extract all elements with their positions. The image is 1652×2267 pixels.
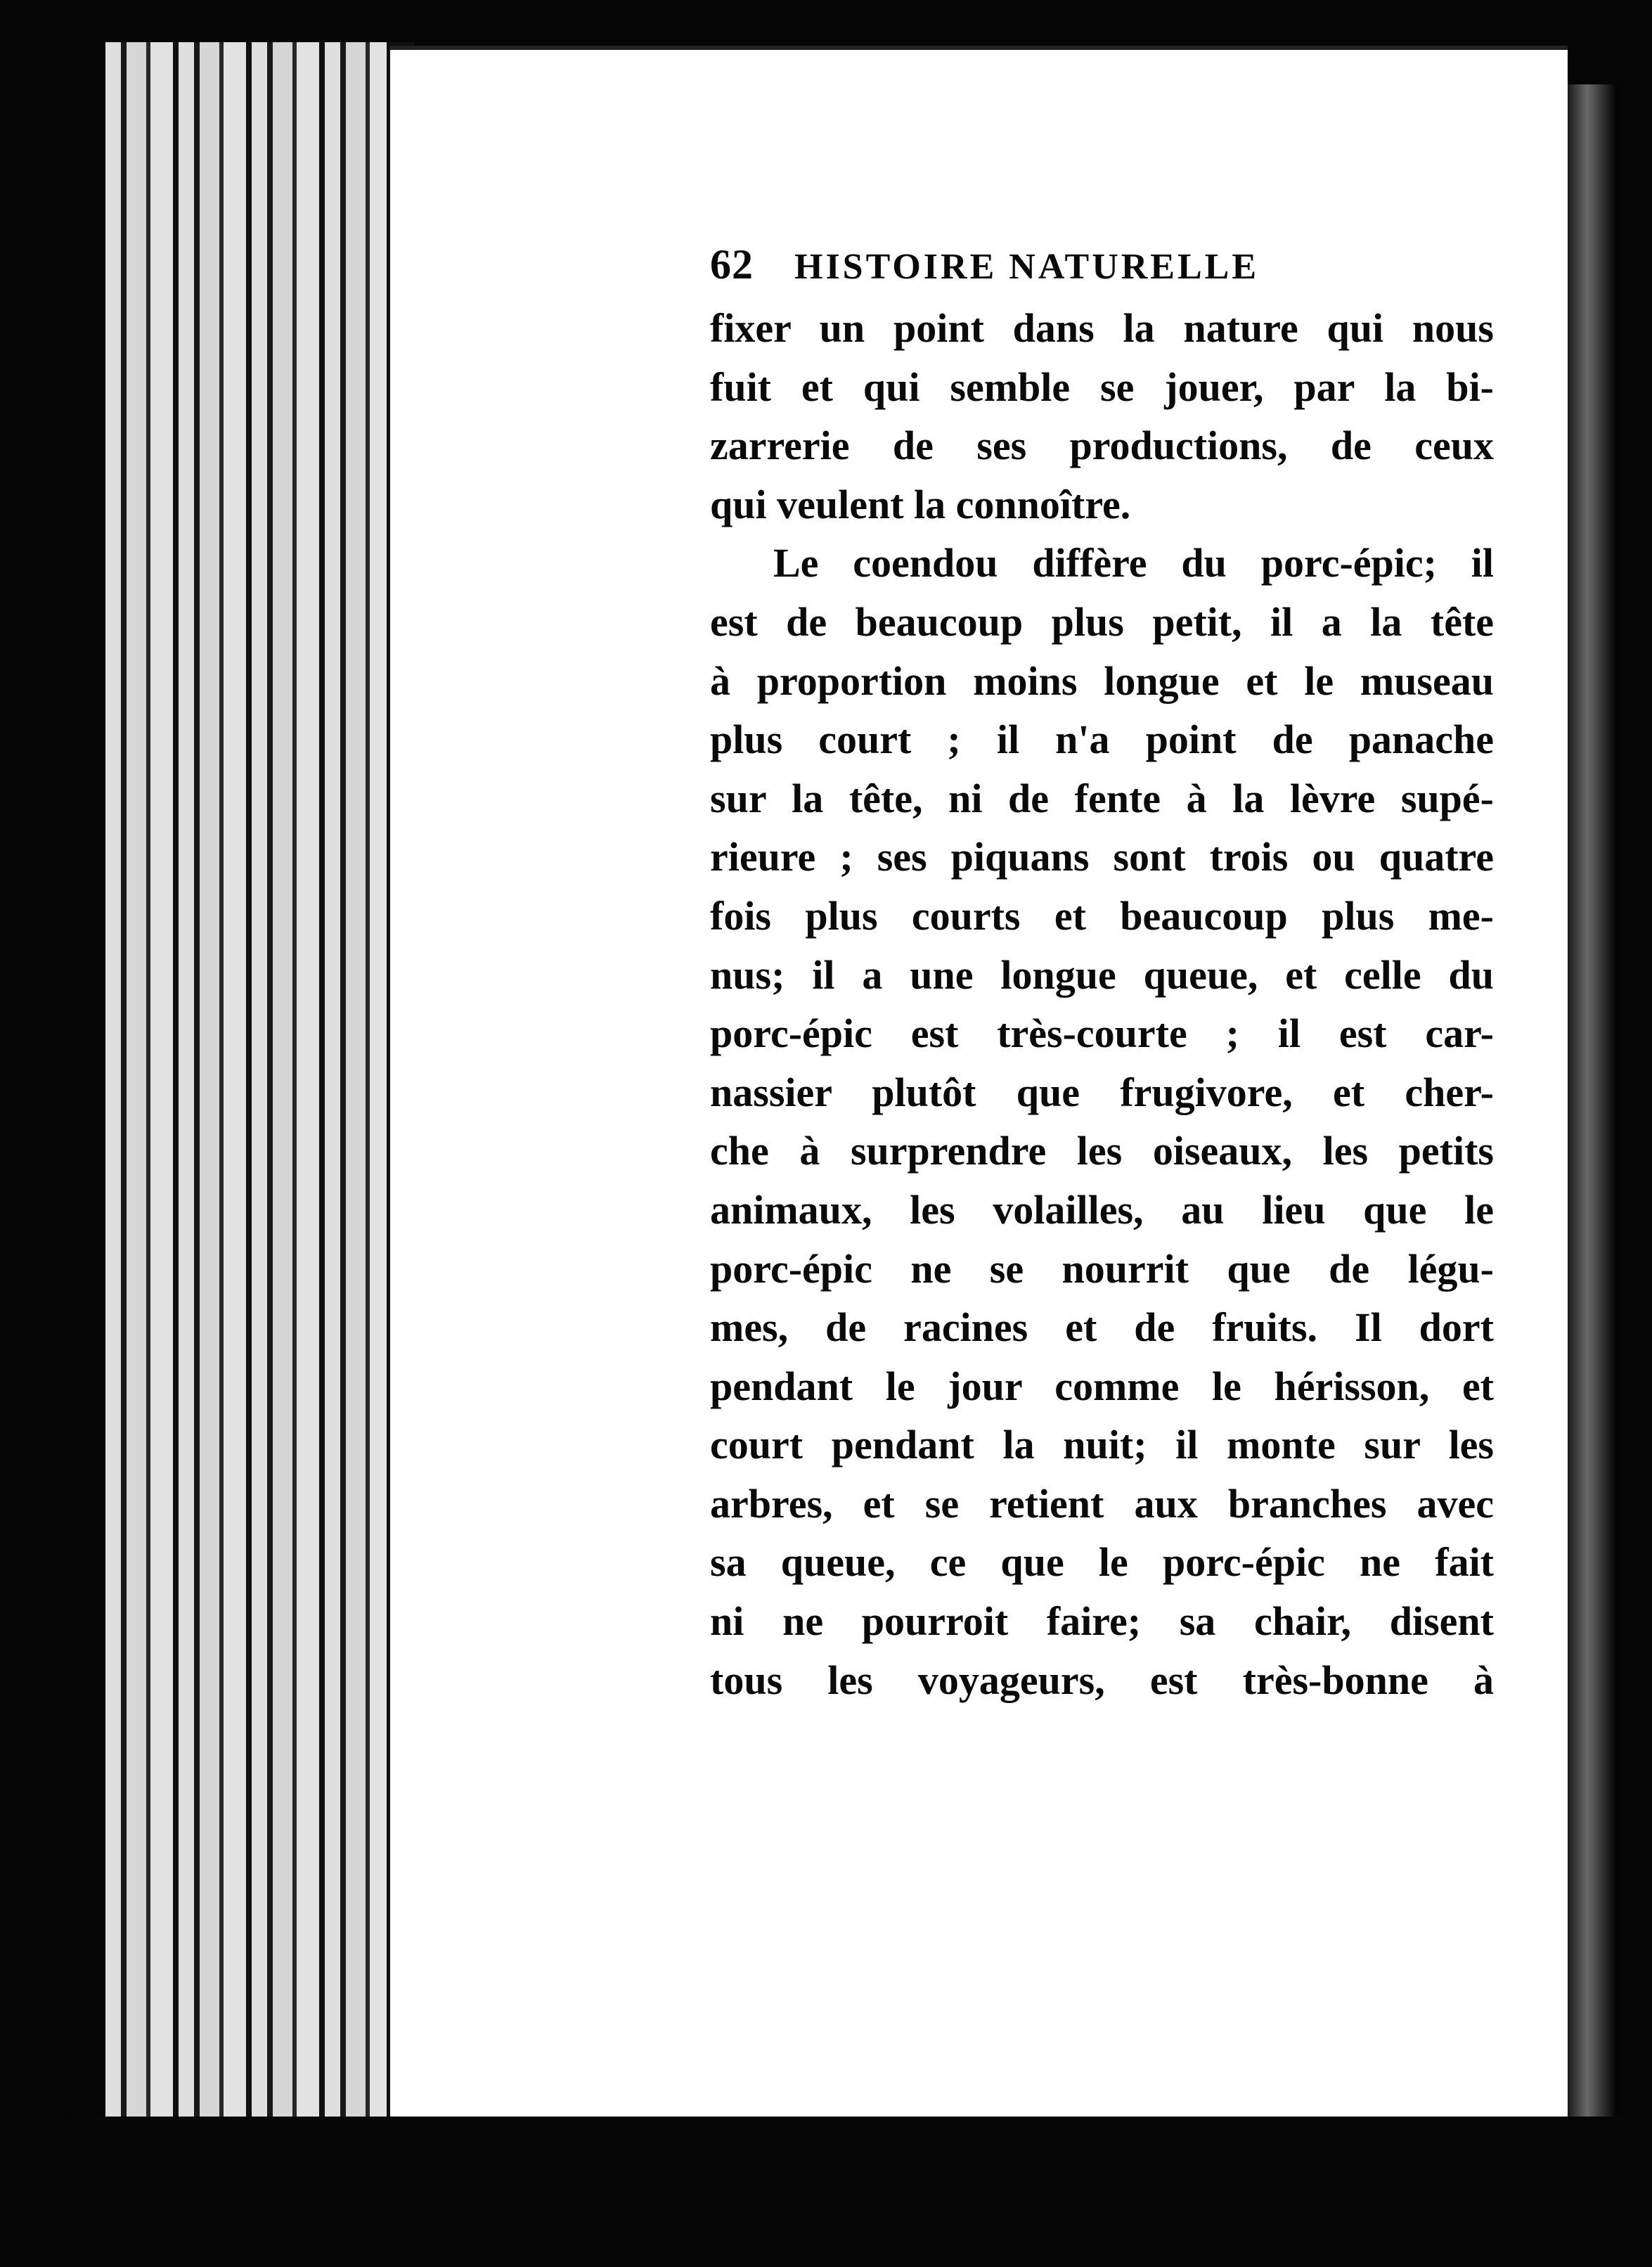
page-header — [710, 236, 1494, 299]
text-block — [710, 236, 1494, 1709]
text-line: porc-épic est très-courte ; il est car- — [710, 1010, 1494, 1057]
running-head: HISTOIRE NATURELLE — [794, 247, 1260, 287]
text-line: arbres, et se retient aux branches avec — [710, 1480, 1494, 1527]
text-line: sur la tête, ni de fente à la lèvre supé- — [710, 775, 1494, 821]
text-line: sa queue, ce que le porc-épic ne fait — [710, 1539, 1494, 1586]
page-edges — [105, 42, 408, 2138]
text-line: tous les voyageurs, est très-bonne à — [710, 1657, 1494, 1703]
text-line: che à surprendre les oiseaux, les petits — [710, 1128, 1494, 1174]
text-line: rieure ; ses piquans sont trois ou quatre — [710, 834, 1494, 880]
binding-edge — [1568, 84, 1617, 2138]
text-line: ni ne pourroit faire; sa chair, disent — [710, 1598, 1494, 1645]
scan-border — [70, 2117, 1652, 2267]
text-line: Le coendou diffère du porc-épic; il — [773, 540, 1494, 586]
text-line: est de beaucoup plus petit, il a la tête — [710, 598, 1494, 645]
text-line: mes, de racines et de fruits. Il dort — [710, 1304, 1494, 1351]
text-line: fixer un point dans la nature qui nous — [710, 305, 1494, 351]
text-line: à proportion moins longue et le museau — [710, 657, 1494, 704]
text-line: animaux, les volailles, au lieu que le — [710, 1186, 1494, 1233]
page-number: 62 — [710, 241, 754, 288]
text-line: plus court ; il n'a point de panache — [710, 717, 1494, 763]
text-line: porc-épic ne se nourrit que de légu- — [710, 1245, 1494, 1292]
text-line: zarrerie de ses productions, de ceux — [710, 423, 1494, 469]
text-line: pendant le jour comme le hérisson, et — [710, 1363, 1494, 1409]
text-line: fois plus courts et beaucoup plus me- — [710, 892, 1494, 939]
text-line: nus; il a une longue queue, et celle du — [710, 951, 1494, 998]
text-line: nassier plutôt que frugivore, et cher- — [710, 1069, 1494, 1115]
text-line: fuit et qui semble se jouer, par la bi- — [710, 364, 1494, 410]
text-line: court pendant la nuit; il monte sur les — [710, 1422, 1494, 1468]
text-line: qui veulent la connoître. — [710, 481, 1131, 527]
